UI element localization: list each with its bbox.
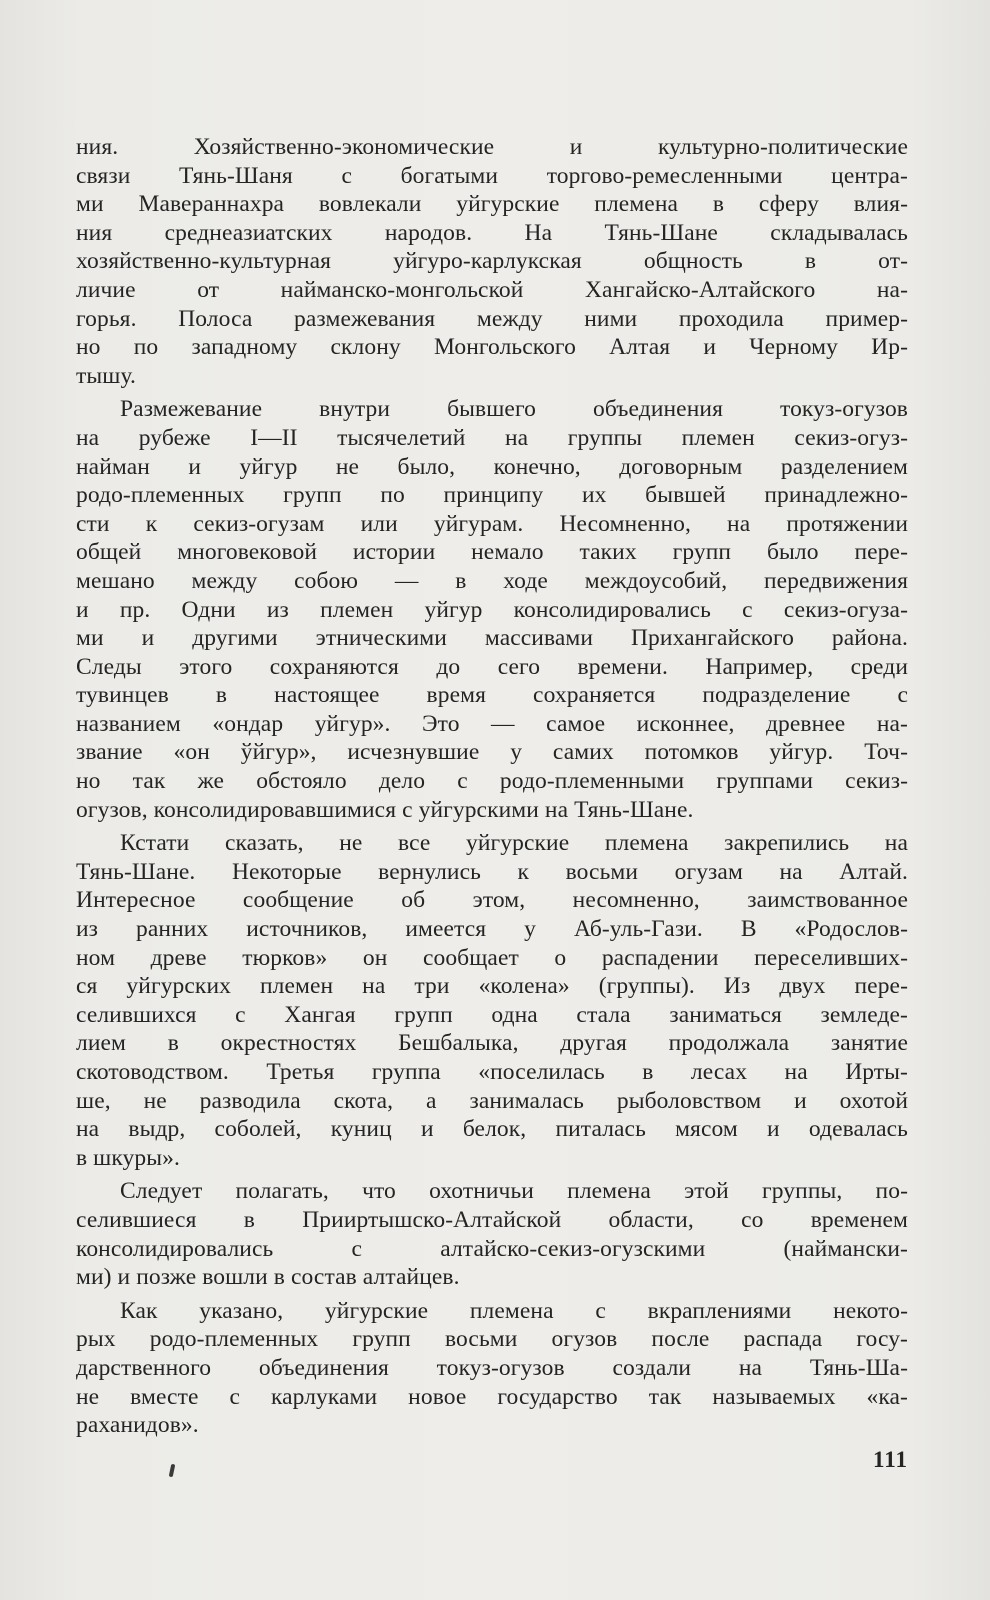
text-line: ми Мавераннахра вовлекали уйгурские племена в сферу влия-	[76, 191, 908, 218]
text-line: связи Тянь-Шаня с богатыми торгово-ремесленными центра-	[76, 162, 908, 189]
text-line: огузов, консолидировавшимися с уйгурскими на Тянь-Шане.	[76, 796, 694, 823]
text-line: ше, не разводила скота, а занималась рыболовством и охотой	[76, 1087, 908, 1114]
page-number: 111	[873, 1447, 908, 1472]
text-line: селившихся с Хангая групп одна стала заниматься земледе-	[76, 1001, 908, 1028]
text-line: Тянь-Шане. Некоторые вернулись к восьми огузам на Алтай.	[76, 858, 908, 885]
text-line: рых родо-племенных групп восьми огузов после распада госу-	[76, 1326, 908, 1353]
text-line: и пр. Одни из племен уйгур консолидировались с секиз-огуза-	[76, 596, 908, 623]
text-line: ния. Хозяйственно-экономические и культурно-политические	[76, 134, 908, 160]
text-line: на рубеже I—II тысячелетий на группы племен секиз-огуз-	[76, 424, 908, 451]
text-line: личие от найманско-монгольской Хангайско-Алтайского на-	[76, 276, 908, 303]
text-line: ми и другими этническими массивами Прихангайского района.	[76, 625, 908, 652]
text-line: звание «он ўйгур», исчезнувшие у самих потомков уйгур. Точ-	[76, 739, 908, 766]
text-line: Следует полагать, что охотничьи племена этой группы, по-	[120, 1178, 908, 1205]
text-line: из ранних источников, имеется у Аб-уль-Гази. В «Родослов-	[76, 916, 908, 943]
text-line: тышу.	[76, 362, 136, 389]
text-line: раханидов».	[76, 1412, 199, 1439]
paragraph	[76, 1177, 908, 1291]
text-line: дарственного объединения токуз-огузов создали на Тянь-Ша-	[76, 1354, 908, 1381]
text-line: горья. Полоса размежевания между ними проходила пример-	[76, 305, 908, 332]
text-line: скотоводством. Третья группа «поселилась в лесах на Ирты-	[76, 1059, 908, 1085]
text-line: селившиеся в Прииртышско-Алтайской области, со временем	[76, 1206, 908, 1233]
text-line: ся уйгурских племен на три «колена» (группы). Из двух пере-	[76, 973, 908, 1000]
text-line: Интересное сообщение об этом, несомненно, заимствованное	[76, 887, 908, 914]
text-line: Кстати сказать, не все уйгурские племена закрепились на	[120, 830, 908, 857]
text-line: но по западному склону Монгольского Алтая и Черному Ир-	[76, 334, 908, 361]
page-text	[76, 133, 908, 1440]
text-line: ном древе тюрков» он сообщает о распадении переселивших-	[76, 944, 908, 971]
paragraph	[76, 1297, 908, 1440]
text-line: консолидировались с алтайско-секиз-огузскими (наймански-	[76, 1235, 908, 1262]
paragraph	[76, 395, 908, 824]
text-line: мешано между собою — в ходе междоусобий, передвижения	[76, 567, 908, 594]
text-line: найман и уйгур не было, конечно, договорным разделением	[76, 453, 908, 480]
text-line: общей многовековой истории немало таких групп было пере-	[76, 539, 908, 566]
text-line: родо-племенных групп по принципу их бывшей принадлежно-	[76, 482, 908, 509]
text-line: ния среднеазиатских народов. На Тянь-Шане складывалась	[76, 219, 908, 246]
text-line: тувинцев в настоящее время сохраняется подразделение с	[76, 682, 908, 709]
text-line: сти к секиз-огузам или уйгурам. Несомненно, на протяжении	[76, 510, 908, 537]
text-line: названием «ондар уйгур». Это — самое исконнее, древнее на-	[76, 710, 908, 737]
text-line: но так же обстояло дело с родо-племенными группами секиз-	[76, 768, 908, 795]
text-line: на выдр, соболей, куниц и белок, питалась мясом и одевалась	[76, 1116, 908, 1143]
text-line: Как указано, уйгурские племена с вкраплениями некото-	[120, 1297, 908, 1324]
text-line: Следы этого сохраняются до сего времени. Например, среди	[76, 653, 908, 680]
text-line: хозяйственно-культурная уйгуро-карлукская общность в от-	[76, 248, 908, 275]
text-line: ми) и позже вошли в состав алтайцев.	[76, 1264, 460, 1291]
ink-speck	[169, 1464, 176, 1478]
text-line: в шкуры».	[76, 1144, 180, 1171]
text-line: лием в окрестностях Бешбалыка, другая продолжала занятие	[76, 1030, 908, 1057]
paragraph	[76, 133, 908, 390]
text-line: Размежевание внутри бывшего объединения токуз-огузов	[120, 396, 908, 423]
paragraph	[76, 829, 908, 1172]
text-line: не вместе с карлуками новое государство так называемых «ка-	[76, 1383, 908, 1410]
